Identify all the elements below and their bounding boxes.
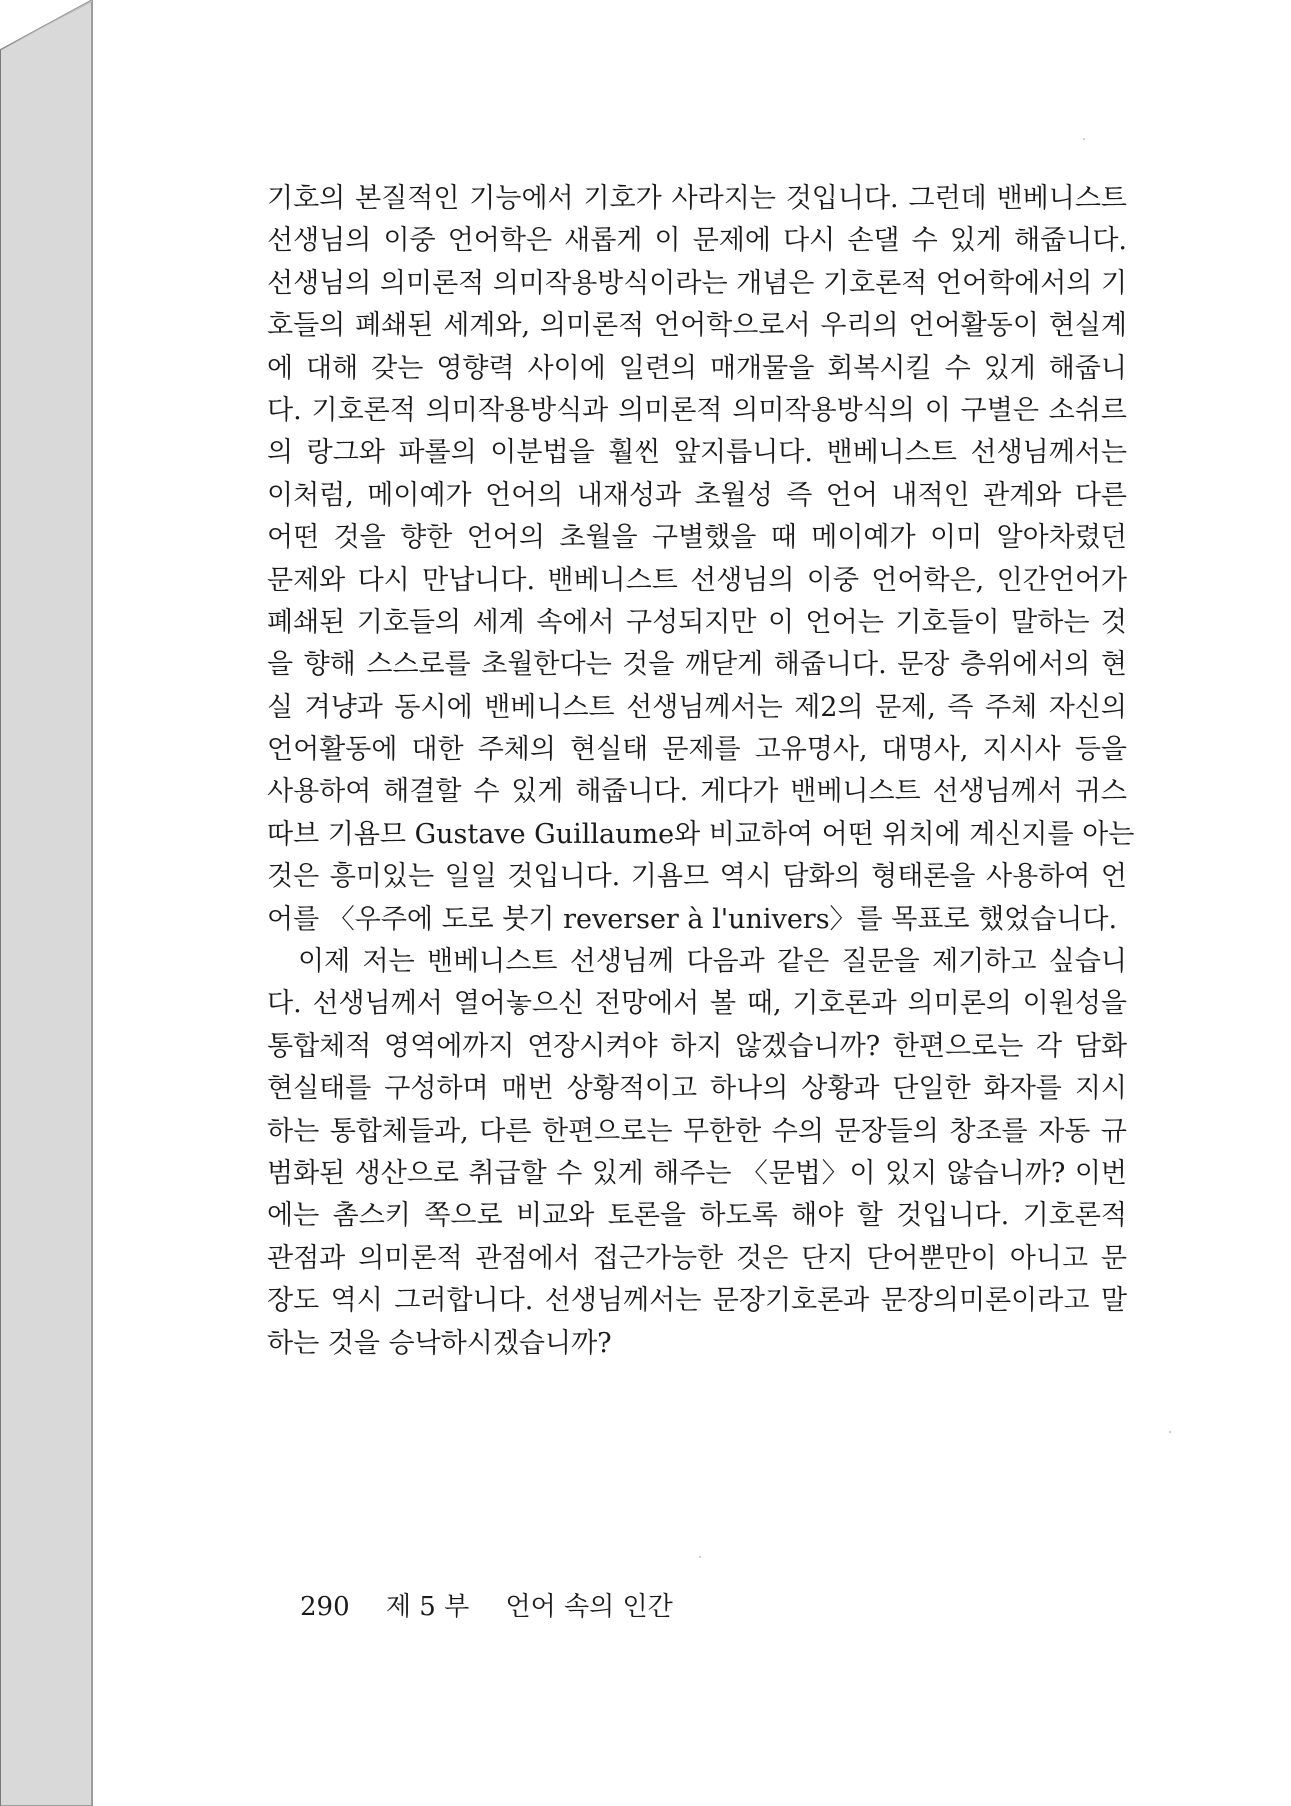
text-line: 선생님의 의미론적 의미작용방식이라는 개념은 기호론적 언어학에서의 기 <box>267 267 1128 299</box>
text-line: 따브 기욤므 Gustave Guillaume와 비교하여 어떤 위치에 계신지를 아는 <box>267 818 1135 850</box>
text-line: 어를 〈우주에 도로 붓기 reverser à l'univers〉를 목표로 했었습니다. <box>267 903 1118 935</box>
text-line: 장도 역시 그러합니다. 선생님께서는 문장기호론과 문장의미론이라고 말 <box>267 1285 1127 1317</box>
text-line: 현실태를 구성하며 매번 상황적이고 하나의 상황과 단일한 화자를 지시 <box>267 1073 1127 1105</box>
text-line: 에 대해 갖는 영향력 사이에 일련의 매개물을 회복시킬 수 있게 해줍니 <box>267 352 1127 384</box>
section-title: 언어 속의 인간 <box>505 1592 673 1622</box>
text-line: 다. 선생님께서 열어놓으신 전망에서 볼 때, 기호론과 의미론의 이원성을 <box>267 988 1127 1020</box>
text-line: 폐쇄된 기호들의 세계 속에서 구성되지만 이 언어는 기호들이 말하는 것 <box>267 606 1127 638</box>
text-line: 이처럼, 메이예가 언어의 내재성과 초월성 즉 언어 내적인 관계와 다른 <box>267 479 1127 511</box>
text-line: 통합체적 영역에까지 연장시켜야 하지 않겠습니까? 한편으로는 각 담화 <box>267 1030 1127 1062</box>
text-line: 하는 통합체들과, 다른 한편으로는 무한한 수의 문장들의 창조를 자동 규 <box>267 1115 1127 1147</box>
scan-speck <box>1169 1431 1171 1433</box>
text-line: 관점과 의미론적 관점에서 접근가능한 것은 단지 단어뿐만이 아니고 문 <box>267 1242 1127 1274</box>
body-text <box>267 178 1135 1365</box>
scan-speck <box>1083 138 1085 140</box>
text-line: 하는 것을 승낙하시겠습니까? <box>267 1327 612 1359</box>
text-line: 이제 저는 밴베니스트 선생님께 다음과 같은 질문을 제기하고 싶습니 <box>298 946 1127 978</box>
paragraph-1 <box>267 178 1135 941</box>
paragraph-2 <box>267 941 1127 1365</box>
text-line: 범화된 생산으로 취급할 수 있게 해주는 〈문법〉이 있지 않습니까? 이번 <box>267 1157 1127 1189</box>
page-footer <box>300 1586 673 1623</box>
text-line: 문제와 다시 만납니다. 밴베니스트 선생님의 이중 언어학은, 인간언어가 <box>267 564 1127 596</box>
text-line: 다. 기호론적 의미작용방식과 의미론적 의미작용방식의 이 구별은 소쉬르 <box>267 394 1127 426</box>
text-line: 을 향해 스스로를 초월한다는 것을 깨닫게 해줍니다. 문장 층위에서의 현 <box>267 649 1127 681</box>
text-line: 선생님의 이중 언어학은 새롭게 이 문제에 다시 손댈 수 있게 해줍니다. <box>267 225 1127 257</box>
text-line: 의 랑그와 파롤의 이분법을 훨씬 앞지릅니다. 밴베니스트 선생님께서는 <box>267 437 1127 469</box>
text-line: 실 겨냥과 동시에 밴베니스트 선생님께서는 제2의 문제, 즉 주체 자신의 <box>267 691 1127 723</box>
text-line: 언어활동에 대한 주체의 현실태 문제를 고유명사, 대명사, 지시사 등을 <box>267 734 1127 766</box>
part-label: 제 5 부 <box>385 1592 470 1622</box>
text-line: 호들의 폐쇄된 세계와, 의미론적 언어학으로서 우리의 언어활동이 현실계 <box>267 310 1127 342</box>
text-line: 에는 촘스키 쪽으로 비교와 토론을 하도록 해야 할 것입니다. 기호론적 <box>267 1200 1127 1232</box>
text-line: 어떤 것을 향한 언어의 초월을 구별했을 때 메이예가 이미 알아차렸던 <box>267 522 1127 554</box>
scan-speck <box>699 1556 701 1558</box>
text-line: 사용하여 해결할 수 있게 해줍니다. 게다가 밴베니스트 선생님께서 귀스 <box>267 776 1127 808</box>
text-line: 것은 흥미있는 일일 것입니다. 기욤므 역시 담화의 형태론을 사용하여 언 <box>267 861 1127 893</box>
text-line: 기호의 본질적인 기능에서 기호가 사라지는 것입니다. 그런데 밴베니스트 <box>267 183 1127 214</box>
page-number: 290 <box>300 1592 350 1622</box>
